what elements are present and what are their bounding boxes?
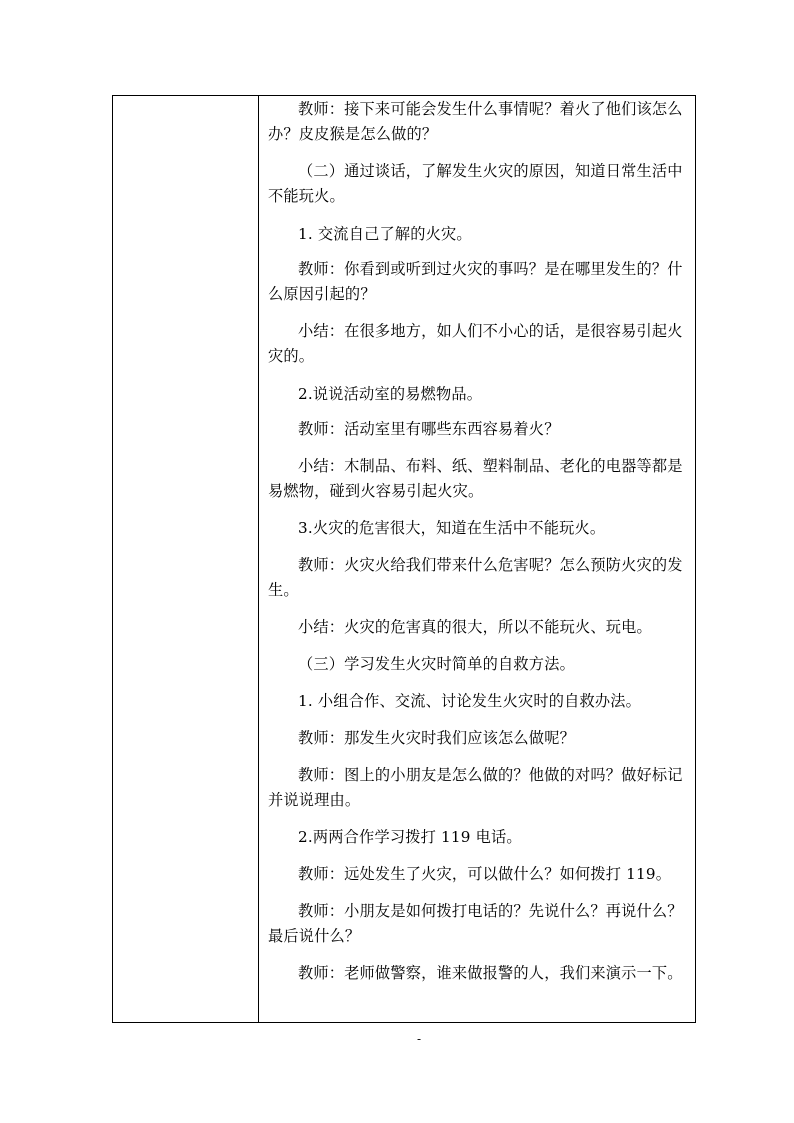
paragraph-section-2: （二）通过谈话，了解发生火灾的原因，知道日常生活中不能玩火。 (268, 162, 683, 205)
paragraph-item-2: 2.说说活动室的易燃物品。 (298, 385, 483, 403)
paragraph-teacher-q6: 教师：图上的小朋友是怎么做的？他做的对吗？做好标记并说说理由。 (268, 766, 683, 809)
paragraph-item-1: 1. 交流自己了解的火灾。 (298, 225, 472, 243)
paragraph-teacher-q5: 教师：那发生火灾时我们应该怎么做呢？ (298, 729, 575, 747)
paragraph-teacher-q2: 教师：你看到或听到过火灾的事吗？是在哪里发生的？什么原因引起的？ (268, 260, 683, 303)
paragraph-teacher-q8: 教师：小朋友是如何拨打电话的？先说什么？再说什么？最后说什么？ (268, 902, 683, 945)
paragraph-item-3: 3.火灾的危害很大，知道在生活中不能玩火。 (298, 519, 606, 537)
paragraph-item-5: 2.两两合作学习拨打 119 电话。 (298, 828, 522, 846)
paragraph-teacher-q7: 教师：远处发生了火灾，可以做什么？如何拨打 119。 (298, 865, 672, 883)
paragraph-teacher-q4: 教师：火灾火给我们带来什么危害呢？怎么预防火灾的发生。 (268, 556, 683, 599)
paragraph-teacher-q3: 教师：活动室里有哪些东西容易着火？ (298, 420, 560, 438)
paragraph-summary-3: 小结：火灾的危害真的很大，所以不能玩火、玩电。 (298, 618, 652, 636)
paragraph-summary-1: 小结：在很多地方，如人们不小心的话，是很容易引起火灾的。 (268, 322, 683, 365)
paragraph-item-4: 1. 小组合作、交流、讨论发生火灾时的自救办法。 (298, 692, 642, 710)
paragraph-teacher-q1: 教师：接下来可能会发生什么事情呢？着火了他们该怎么办？皮皮猴是怎么做的？ (268, 100, 683, 143)
paragraph-summary-2: 小结：木制品、布料、纸、塑料制品、老化的电器等都是易燃物，碰到火容易引起火灾。 (268, 457, 683, 500)
paragraph-teacher-q9: 教师：老师做警察，谁来做报警的人，我们来演示一下。 (298, 964, 683, 982)
paragraph-section-3: （三）学习发生火灾时简单的自救方法。 (298, 655, 575, 673)
page-footer-mark: - (417, 1032, 422, 1046)
